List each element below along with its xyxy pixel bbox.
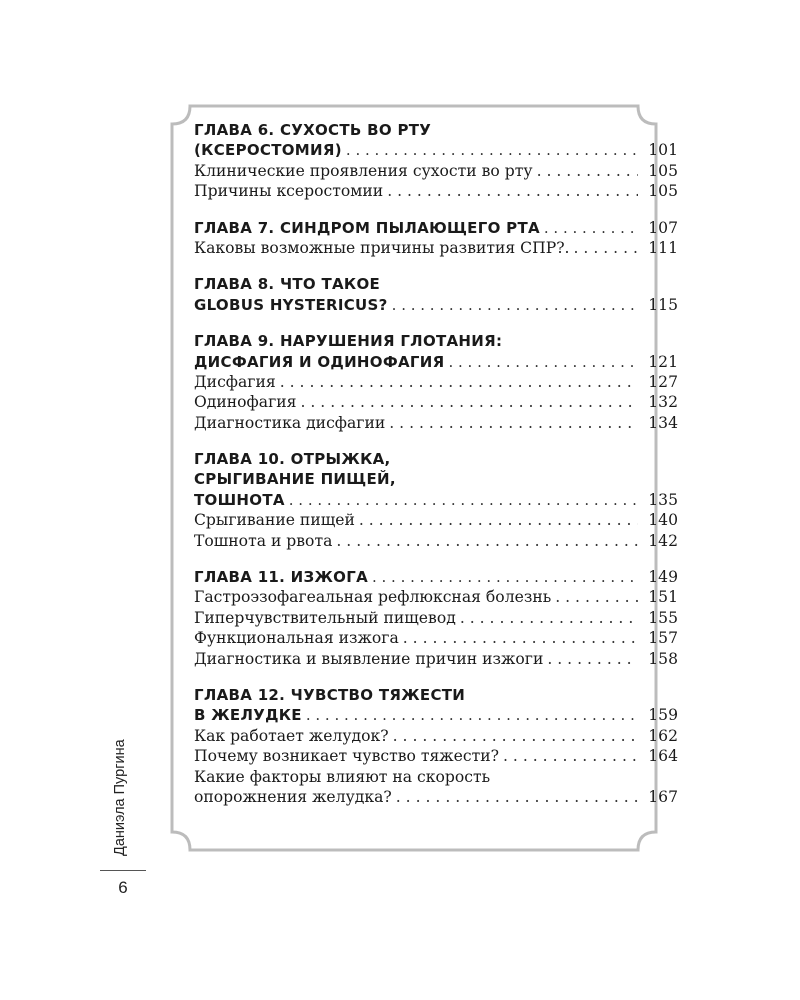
toc-entry-title: Тошнота и рвота — [194, 531, 333, 550]
dot-leader — [543, 649, 638, 669]
toc-entry-title: ДИСФАГИЯ И ОДИНОФАГИЯ — [194, 352, 445, 371]
toc-entry-title: Почему возникает чувство тяжести? — [194, 747, 499, 766]
toc-page-number: 157 — [648, 629, 678, 648]
toc-entry — [194, 161, 678, 181]
dot-leader — [444, 352, 638, 372]
toc-page-number: 142 — [648, 531, 678, 550]
dot-leader — [296, 392, 638, 412]
toc-entry — [194, 628, 678, 648]
toc-entry-title: Дисфагия — [194, 372, 276, 391]
toc-page-number: 155 — [648, 608, 678, 627]
toc-entry-title: Клинические проявления сухости во рту — [194, 161, 533, 180]
dot-leader — [332, 531, 638, 551]
dot-leader — [392, 787, 638, 807]
toc-entry-title: Каковы возможные причины развития СПР?. — [194, 238, 570, 257]
toc-entry-title: Гиперчувствительный пищевод — [194, 608, 456, 627]
toc-chapter-heading — [194, 449, 678, 469]
dot-leader — [551, 587, 638, 607]
toc-entry-title: Диагностика и выявление причин изжоги — [194, 649, 544, 668]
toc-page-number: 164 — [648, 747, 678, 766]
toc-chapter-heading — [194, 295, 678, 315]
dot-leader — [276, 372, 638, 392]
folio-divider — [100, 870, 146, 871]
toc-page-number: 127 — [648, 372, 678, 391]
toc-entry — [194, 413, 678, 433]
toc-page-number: 101 — [648, 141, 678, 160]
toc-page-number: 134 — [648, 413, 678, 432]
table-of-contents — [194, 120, 678, 807]
toc-entry — [194, 587, 678, 607]
toc-entry — [194, 767, 678, 787]
running-head-author: Даниэла Пургина — [112, 739, 128, 856]
toc-entry — [194, 531, 678, 551]
toc-entry-title: ГЛАВА 12. ЧУВСТВО ТЯЖЕСТИ — [194, 685, 466, 704]
toc-page-number: 158 — [648, 649, 678, 668]
toc-page-number: 111 — [648, 238, 678, 257]
dot-leader — [499, 746, 638, 766]
toc-chapter — [194, 567, 678, 669]
toc-entry-title: Причины ксеростомии — [194, 182, 384, 201]
toc-page-number: 149 — [648, 568, 678, 587]
toc-page-number: 162 — [648, 726, 678, 745]
toc-chapter-heading — [194, 140, 678, 160]
toc-chapter-heading — [194, 120, 678, 140]
toc-page-number: 115 — [648, 295, 678, 314]
toc-entry-title: Гастроэзофагеальная рефлюксная болезнь — [194, 588, 552, 607]
toc-entry-title: Какие факторы влияют на скорость — [194, 767, 491, 786]
dot-leader — [456, 608, 638, 628]
toc-page-number: 121 — [648, 352, 678, 371]
toc-chapter-heading — [194, 469, 678, 489]
toc-entry-title: ГЛАВА 9. НАРУШЕНИЯ ГЛОТАНИЯ: — [194, 332, 503, 351]
toc-entry — [194, 726, 678, 746]
dot-leader — [285, 490, 638, 510]
toc-entry-title: Одинофагия — [194, 393, 297, 412]
dot-leader — [342, 140, 638, 160]
toc-chapter-heading — [194, 567, 678, 587]
toc-page-number: 151 — [648, 588, 678, 607]
toc-page-number: 107 — [648, 218, 678, 237]
toc-chapter-heading — [194, 490, 678, 510]
toc-chapter — [194, 685, 678, 807]
dot-leader — [388, 295, 638, 315]
toc-entry-title: Функциональная изжога — [194, 629, 399, 648]
toc-entry — [194, 392, 678, 412]
toc-page-number: 105 — [648, 182, 678, 201]
toc-entry — [194, 238, 678, 258]
toc-entry — [194, 746, 678, 766]
toc-entry-title: опорожнения желудка? — [194, 787, 392, 806]
toc-entry-title: ГЛАВА 10. ОТРЫЖКА, — [194, 450, 391, 469]
toc-page-number: 140 — [648, 511, 678, 530]
toc-entry — [194, 608, 678, 628]
dot-leader — [355, 510, 638, 530]
toc-page-number: 135 — [648, 490, 678, 509]
toc-entry-title: ГЛАВА 8. ЧТО ТАКОЕ — [194, 275, 381, 294]
toc-entry — [194, 649, 678, 669]
toc-chapter-heading — [194, 274, 678, 294]
dot-leader — [383, 181, 638, 201]
toc-chapter-heading — [194, 218, 678, 238]
toc-chapter — [194, 274, 678, 315]
toc-page-number: 167 — [648, 787, 678, 806]
toc-entry-title: ГЛАВА 6. СУХОСТЬ ВО РТУ — [194, 121, 432, 139]
toc-chapter — [194, 331, 678, 433]
page-number: 6 — [118, 878, 128, 897]
toc-chapter — [194, 218, 678, 259]
dot-leader — [533, 161, 638, 181]
toc-entry-title: (КСЕРОСТОМИЯ) — [194, 141, 342, 160]
toc-entry-title: В ЖЕЛУДКЕ — [194, 706, 302, 725]
toc-page-number: 132 — [648, 393, 678, 412]
toc-entry — [194, 510, 678, 530]
toc-entry-title: ГЛАВА 11. ИЗЖОГА — [194, 568, 368, 587]
toc-page-number: 159 — [648, 706, 678, 725]
toc-entry — [194, 372, 678, 392]
toc-entry — [194, 787, 678, 807]
toc-entry — [194, 181, 678, 201]
dot-leader — [399, 628, 638, 648]
toc-entry-title: GLOBUS HYSTERICUS? — [194, 295, 388, 314]
toc-entry-title: Срыгивание пищей — [194, 511, 355, 530]
toc-page-number: 105 — [648, 161, 678, 180]
dot-leader — [540, 218, 638, 238]
dot-leader — [385, 413, 638, 433]
toc-entry-title: Диагностика дисфагии — [194, 413, 386, 432]
dot-leader — [302, 705, 638, 725]
toc-chapter-heading — [194, 331, 678, 351]
toc-chapter-heading — [194, 352, 678, 372]
toc-chapter-heading — [194, 705, 678, 725]
dot-leader — [389, 726, 638, 746]
toc-entry-title: ГЛАВА 7. СИНДРОМ ПЫЛАЮЩЕГО РТА — [194, 218, 540, 237]
toc-chapter — [194, 449, 678, 551]
dot-leader — [570, 238, 638, 258]
toc-chapter — [194, 120, 678, 202]
toc-chapter-heading — [194, 685, 678, 705]
toc-entry-title: ТОШНОТА — [194, 490, 285, 509]
toc-entry-title: СРЫГИВАНИЕ ПИЩЕЙ, — [194, 470, 396, 489]
dot-leader — [368, 567, 638, 587]
toc-entry-title: Как работает желудок? — [194, 726, 389, 745]
